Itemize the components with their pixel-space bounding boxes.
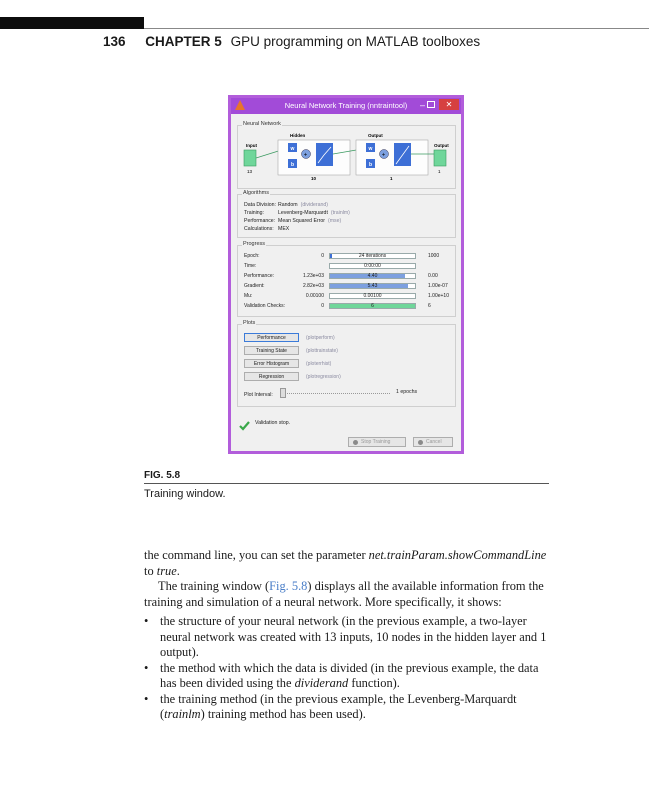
progress-row-high: 1.00e-07 bbox=[428, 283, 448, 289]
code-dividerand: dividerand bbox=[294, 676, 349, 690]
progress-row-low: 0 bbox=[321, 303, 324, 309]
bullet-item: • the structure of your neural network (in the previous example, a two-layer neural network was created with 13 inputs, 10 nodes in the hidden layer and 1 output). bbox=[144, 614, 547, 659]
algorithm-row-label: Training: bbox=[244, 210, 264, 216]
plot-interval-value: 1 epochs bbox=[396, 389, 418, 395]
minimize-button[interactable]: – bbox=[419, 100, 425, 110]
regression-plot-button[interactable]: Regression bbox=[244, 372, 299, 381]
algorithm-row-label: Performance: bbox=[244, 218, 276, 224]
progress-row-label: Performance: bbox=[244, 273, 275, 279]
progress-row bbox=[244, 303, 458, 311]
progress-bar-text: 0:00:00 bbox=[364, 263, 381, 269]
header-rule bbox=[144, 28, 649, 29]
output-layer-count: 1 bbox=[390, 176, 393, 181]
progress-row bbox=[244, 293, 458, 301]
algorithm-row-label: Calculations: bbox=[244, 226, 274, 232]
input-title: Input bbox=[246, 143, 257, 148]
error-histogram-plot-button[interactable]: Error Histogram bbox=[244, 359, 299, 368]
plot-interval-slider-track[interactable] bbox=[280, 393, 390, 395]
chapter-title: GPU programming on MATLAB toolboxes bbox=[230, 34, 481, 49]
input-count: 13 bbox=[247, 169, 253, 174]
plot-fn-label: (plottrainstate) bbox=[306, 348, 338, 354]
output-w: w bbox=[368, 146, 373, 152]
header-black-bar bbox=[0, 17, 144, 29]
chapter-label: CHAPTER 5 bbox=[145, 34, 222, 49]
progress-row bbox=[244, 263, 458, 271]
cancel-icon bbox=[418, 440, 423, 445]
bullet-item: • the method with which the data is divided (in the previous example, the data has been divided using the dividerand function). bbox=[144, 660, 539, 690]
algorithm-row-fn: (dividerand) bbox=[300, 202, 329, 208]
checkmark-icon bbox=[239, 418, 250, 428]
progress-bar bbox=[329, 263, 416, 269]
code-true: true bbox=[156, 563, 177, 578]
progress-bar bbox=[329, 283, 416, 289]
performance-plot-button[interactable]: Performance bbox=[244, 333, 299, 342]
algorithm-row-fn: (trainlm) bbox=[330, 210, 350, 216]
progress-label: Progress bbox=[243, 241, 266, 247]
progress-row-high: 6 bbox=[428, 303, 431, 309]
algorithm-row-value: Mean Squared Error bbox=[278, 218, 325, 224]
progress-row-label: Gradient: bbox=[244, 283, 265, 289]
plot-interval-slider-thumb[interactable] bbox=[280, 388, 286, 398]
neural-network-label: Neural Network bbox=[243, 121, 281, 127]
progress-bar bbox=[329, 293, 416, 299]
neural-network-group bbox=[237, 121, 456, 189]
plot-interval-label: Plot Interval: bbox=[244, 392, 273, 398]
progress-row-high: 1.00e+10 bbox=[428, 293, 449, 299]
stop-icon bbox=[353, 440, 358, 445]
paragraph-1: the command line, you can set the parameter net.trainParam.showCommandLine to true. bbox=[144, 548, 547, 578]
progress-bar-text: 4.40 bbox=[367, 273, 378, 279]
training-window bbox=[228, 95, 464, 454]
body-text bbox=[144, 548, 549, 723]
figure-caption: Training window. bbox=[144, 488, 226, 500]
progress-bar bbox=[329, 273, 416, 279]
paragraph-2: The training window (Fig. 5.8) displays all the available information from the training and simulation of a neural network. More specifically, it shows: bbox=[144, 579, 544, 609]
progress-row-low: 1.23e+03 bbox=[303, 273, 324, 279]
code-trainlm: trainlm bbox=[164, 707, 201, 721]
code-showcommandline: net.trainParam.showCommandLine bbox=[368, 548, 547, 562]
status-text: Validation stop. bbox=[255, 420, 291, 426]
progress-bar bbox=[329, 253, 416, 259]
algorithms-label: Algorithms bbox=[243, 190, 269, 196]
output-plus: + bbox=[381, 152, 386, 159]
figure-label: FIG. 5.8 bbox=[144, 470, 181, 481]
output-layer-title: Output bbox=[368, 133, 383, 138]
hidden-b: b bbox=[291, 162, 295, 168]
output-title: Output bbox=[434, 143, 449, 148]
maximize-button[interactable] bbox=[427, 101, 435, 108]
output-count: 1 bbox=[438, 169, 441, 174]
progress-bar-text: 5.43 bbox=[367, 283, 378, 289]
algorithm-row-label: Data Division: bbox=[244, 202, 277, 208]
progress-bar bbox=[329, 303, 416, 309]
progress-row-high: 1000 bbox=[428, 253, 440, 259]
progress-row-label: Time: bbox=[244, 263, 257, 269]
hidden-title: Hidden bbox=[290, 133, 306, 138]
progress-group bbox=[237, 241, 456, 317]
progress-row bbox=[244, 273, 458, 281]
page-number: 136 bbox=[103, 34, 126, 49]
progress-row-low: 0 bbox=[321, 253, 324, 259]
progress-row-low: 0.00100 bbox=[305, 293, 324, 299]
output-b: b bbox=[369, 162, 373, 168]
cancel-button[interactable] bbox=[413, 437, 453, 447]
algorithms-group bbox=[237, 190, 456, 238]
output-box bbox=[434, 150, 446, 166]
progress-row-low: 2.82e+03 bbox=[303, 283, 324, 289]
progress-row bbox=[244, 283, 458, 291]
progress-row-label: Mu: bbox=[244, 293, 253, 299]
input-box bbox=[244, 150, 256, 166]
algorithm-row-value: Random bbox=[278, 202, 298, 208]
hidden-w: w bbox=[290, 146, 295, 152]
algorithm-row-value: Levenberg-Marquardt bbox=[278, 210, 328, 216]
figure-reference-link[interactable]: Fig. 5.8 bbox=[269, 579, 308, 593]
network-diagram bbox=[238, 126, 457, 190]
figure-rule bbox=[144, 483, 549, 484]
bullet-item: • the training method (in the previous example, the Levenberg-Marquardt (trainlm) training method has been used). bbox=[144, 691, 517, 721]
window-title-bar bbox=[231, 98, 461, 114]
stop-training-label: Stop Training bbox=[361, 439, 391, 445]
progress-row-label: Validation Checks: bbox=[244, 303, 286, 309]
algorithm-row-fn: (mse) bbox=[328, 218, 342, 224]
plot-fn-label: (ploterrhist) bbox=[306, 361, 332, 367]
progress-row-high: 0.00 bbox=[428, 273, 438, 279]
progress-row-label: Epoch: bbox=[244, 253, 260, 259]
plot-fn-label: (plotregression) bbox=[306, 374, 341, 380]
progress-bar-text: 6 bbox=[371, 303, 374, 309]
progress-bar-text: 24 iterations bbox=[358, 253, 387, 259]
plots-label: Plots bbox=[243, 320, 256, 326]
progress-row bbox=[244, 253, 458, 261]
training-state-plot-button[interactable]: Training State bbox=[244, 346, 299, 355]
window-title: Neural Network Training (nntraintool) bbox=[284, 101, 408, 110]
algorithm-row bbox=[244, 218, 341, 224]
running-header bbox=[103, 34, 480, 49]
algorithm-row bbox=[244, 210, 350, 216]
progress-bar-text: 0.00100 bbox=[363, 293, 382, 299]
hidden-count: 10 bbox=[311, 176, 317, 181]
plots-group bbox=[237, 320, 456, 407]
plot-fn-label: (plotperform) bbox=[306, 335, 335, 341]
stop-training-button[interactable] bbox=[348, 437, 406, 447]
cancel-label: Cancel bbox=[426, 439, 442, 445]
algorithm-row bbox=[244, 226, 289, 232]
close-button[interactable]: ✕ bbox=[439, 99, 459, 110]
hidden-plus: + bbox=[303, 152, 308, 159]
algorithm-row bbox=[244, 202, 328, 208]
algorithm-row-value: MEX bbox=[278, 226, 290, 232]
